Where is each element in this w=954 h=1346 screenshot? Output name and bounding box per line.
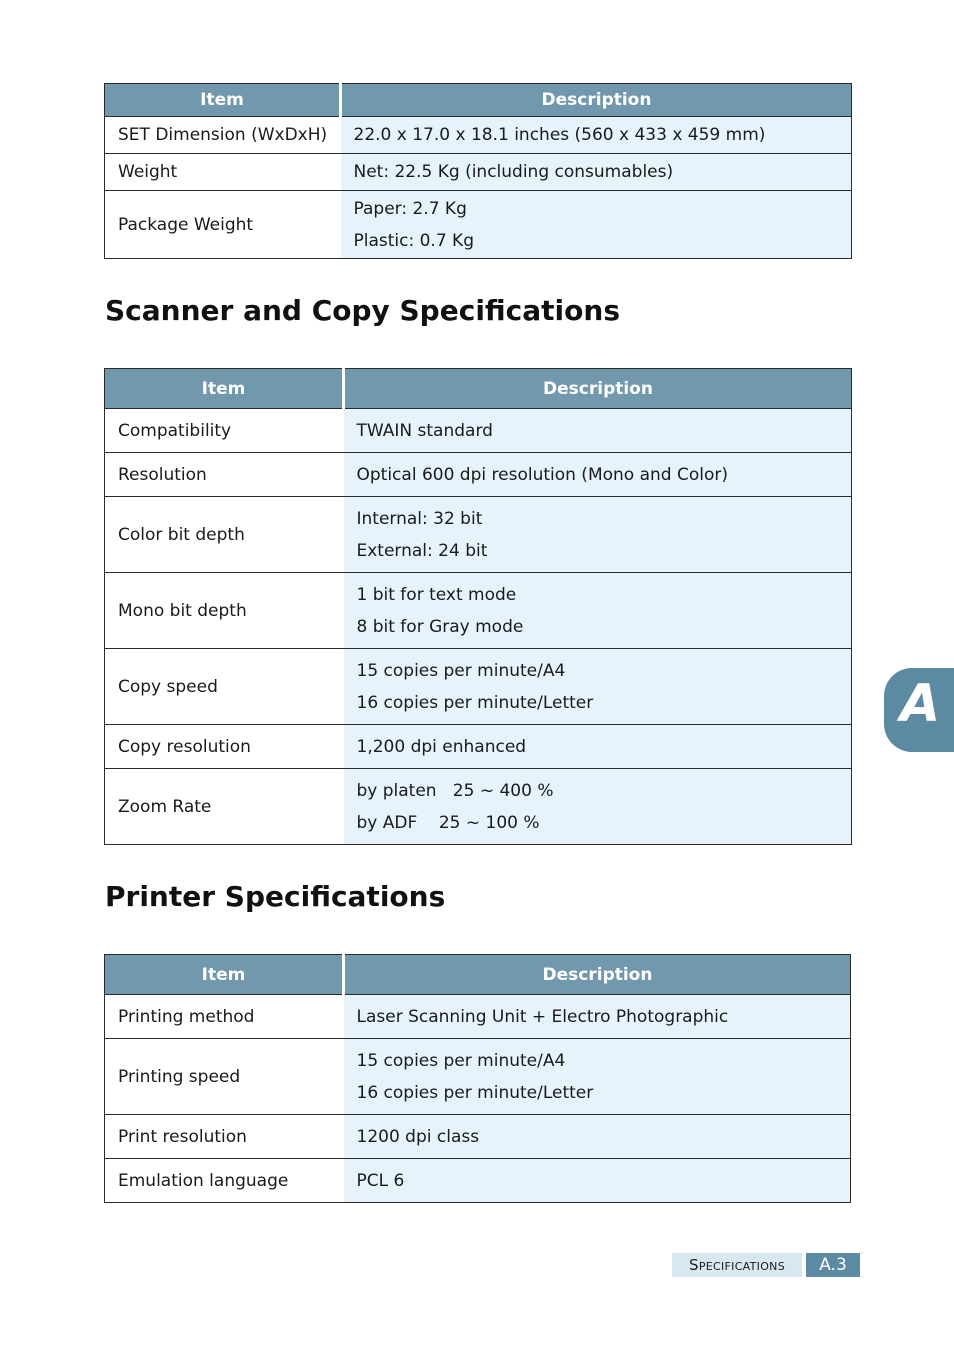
description-line: Internal: 32 bit bbox=[356, 508, 483, 529]
chapter-tab bbox=[884, 668, 954, 752]
table-header-row bbox=[105, 369, 852, 409]
description-cell bbox=[344, 725, 852, 769]
table-row bbox=[105, 725, 852, 769]
table-row bbox=[105, 1039, 851, 1115]
header-item: Item bbox=[105, 955, 344, 995]
description-cell bbox=[344, 573, 852, 649]
description-cell bbox=[344, 769, 852, 845]
table-header-row bbox=[105, 84, 852, 117]
item-cell: Printing speed bbox=[105, 1039, 344, 1115]
table-row bbox=[105, 453, 852, 497]
table-row bbox=[105, 649, 852, 725]
description-line: by ADF 25 ~ 100 % bbox=[356, 812, 540, 833]
description-line: 22.0 x 17.0 x 18.1 inches (560 x 433 x 459 mm) bbox=[353, 125, 766, 145]
description-cell bbox=[341, 154, 852, 191]
table-header-row bbox=[105, 955, 851, 995]
table-row bbox=[105, 995, 851, 1039]
table-row bbox=[105, 191, 852, 259]
description-cell bbox=[344, 409, 852, 453]
footer-section-label: Specifications bbox=[672, 1253, 802, 1277]
item-cell: Emulation language bbox=[105, 1159, 344, 1203]
item-cell: Package Weight bbox=[105, 191, 341, 259]
item-cell: Zoom Rate bbox=[105, 769, 344, 845]
description-line: 16 copies per minute/Letter bbox=[356, 1082, 594, 1103]
item-cell: Copy speed bbox=[105, 649, 344, 725]
item-cell: Weight bbox=[105, 154, 341, 191]
description-line: 15 copies per minute/A4 bbox=[356, 1050, 566, 1071]
footer-page-number: A.3 bbox=[806, 1253, 860, 1277]
table-row bbox=[105, 409, 852, 453]
description-cell bbox=[344, 649, 852, 725]
item-cell: Color bit depth bbox=[105, 497, 344, 573]
table-row bbox=[105, 1159, 851, 1203]
description-cell bbox=[344, 995, 851, 1039]
description-cell bbox=[344, 1115, 851, 1159]
description-line: 8 bit for Gray mode bbox=[356, 616, 524, 637]
printer-spec-table bbox=[104, 954, 851, 1203]
table-row bbox=[105, 497, 852, 573]
item-cell: Print resolution bbox=[105, 1115, 344, 1159]
item-cell: Compatibility bbox=[105, 409, 344, 453]
description-cell bbox=[344, 453, 852, 497]
item-cell: Resolution bbox=[105, 453, 344, 497]
description-line: TWAIN standard bbox=[356, 420, 493, 441]
description-line: Net: 22.5 Kg (including consumables) bbox=[353, 162, 674, 182]
header-item: Item bbox=[105, 369, 344, 409]
chapter-letter: A bbox=[900, 674, 941, 734]
header-description: Description bbox=[344, 955, 851, 995]
description-line: Optical 600 dpi resolution (Mono and Color) bbox=[356, 464, 728, 485]
description-cell bbox=[344, 1159, 851, 1203]
table-row bbox=[105, 154, 852, 191]
description-cell bbox=[344, 1039, 851, 1115]
table-row bbox=[105, 573, 852, 649]
description-line: 1200 dpi class bbox=[356, 1126, 480, 1147]
header-description: Description bbox=[344, 369, 852, 409]
table-row bbox=[105, 1115, 851, 1159]
description-line: Plastic: 0.7 Kg bbox=[353, 230, 474, 251]
description-line: Paper: 2.7 Kg bbox=[353, 198, 467, 219]
item-cell: Printing method bbox=[105, 995, 344, 1039]
scanner-section-title: Scanner and Copy Specifications bbox=[105, 294, 620, 327]
physical-spec-table bbox=[104, 83, 852, 259]
header-item: Item bbox=[105, 84, 341, 117]
scanner-spec-table bbox=[104, 368, 852, 845]
description-line: 1,200 dpi enhanced bbox=[356, 736, 527, 757]
description-line: External: 24 bit bbox=[356, 540, 488, 561]
description-line: 15 copies per minute/A4 bbox=[356, 660, 566, 681]
item-cell: Copy resolution bbox=[105, 725, 344, 769]
description-line: PCL 6 bbox=[356, 1170, 405, 1191]
printer-section-title: Printer Specifications bbox=[105, 880, 446, 913]
table-row bbox=[105, 117, 852, 154]
description-line: 1 bit for text mode bbox=[356, 584, 517, 605]
description-cell bbox=[341, 117, 852, 154]
description-line: Laser Scanning Unit + Electro Photographic bbox=[356, 1006, 729, 1027]
description-cell bbox=[344, 497, 852, 573]
item-cell: SET Dimension (WxDxH) bbox=[105, 117, 341, 154]
description-line: by platen 25 ~ 400 % bbox=[356, 780, 554, 801]
table-row bbox=[105, 769, 852, 845]
item-cell: Mono bit depth bbox=[105, 573, 344, 649]
description-line: 16 copies per minute/Letter bbox=[356, 692, 594, 713]
description-cell bbox=[341, 191, 852, 259]
header-description: Description bbox=[341, 84, 852, 117]
